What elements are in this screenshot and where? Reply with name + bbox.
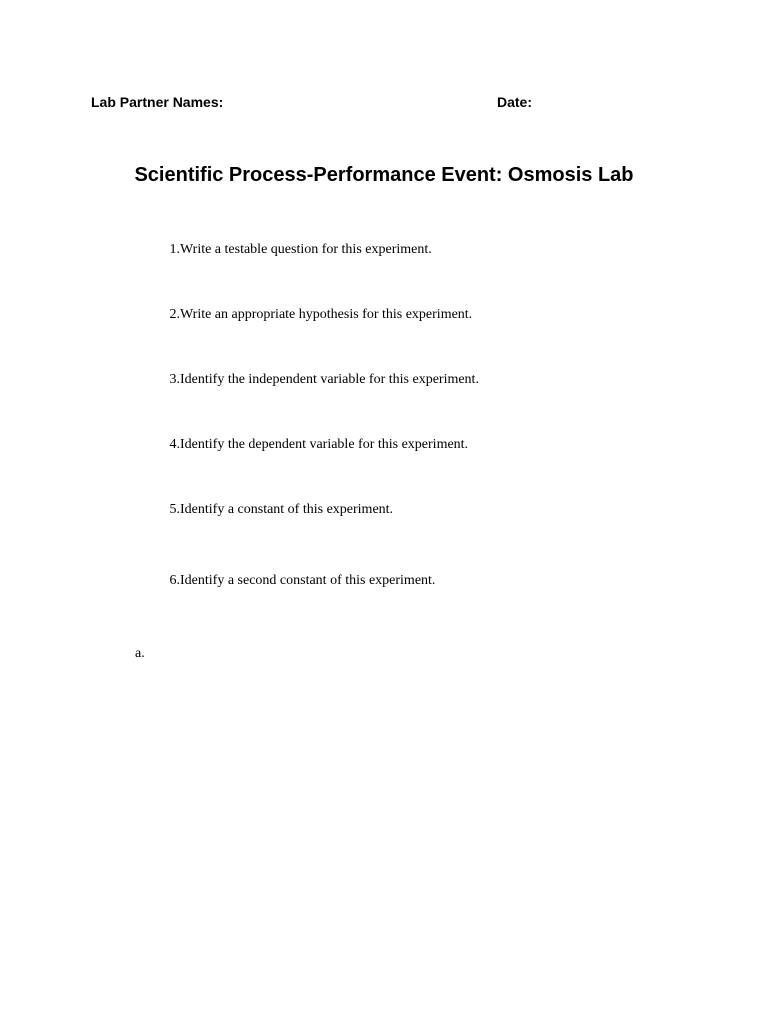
question-2 [150,306,473,324]
document-title: Scientific Process-Performance Event: Osmosis Lab [134,164,634,186]
question-number: 5. [169,502,180,517]
question-text: Identify a second constant of this experiment. [180,573,436,588]
question-4 [150,436,469,454]
question-number: 4. [169,437,180,452]
question-number: 6. [169,573,180,588]
sub-item-a: a. [135,646,145,661]
question-text: Identify the dependent variable for this experiment. [180,437,469,452]
date-label: Date: [497,94,533,110]
question-5 [150,501,394,519]
question-3 [150,371,479,389]
question-text: Write a testable question for this experiment. [180,242,432,257]
question-6 [150,572,436,590]
question-number: 2. [169,307,180,322]
question-number: 3. [169,372,180,387]
question-1 [150,241,432,259]
lab-partner-names-label: Lab Partner Names: [91,94,224,110]
question-text: Write an appropriate hypothesis for this experiment. [180,307,473,322]
question-text: Identify the independent variable for this experiment. [180,372,479,387]
question-text: Identify a constant of this experiment. [180,502,394,517]
question-number: 1. [169,242,180,257]
